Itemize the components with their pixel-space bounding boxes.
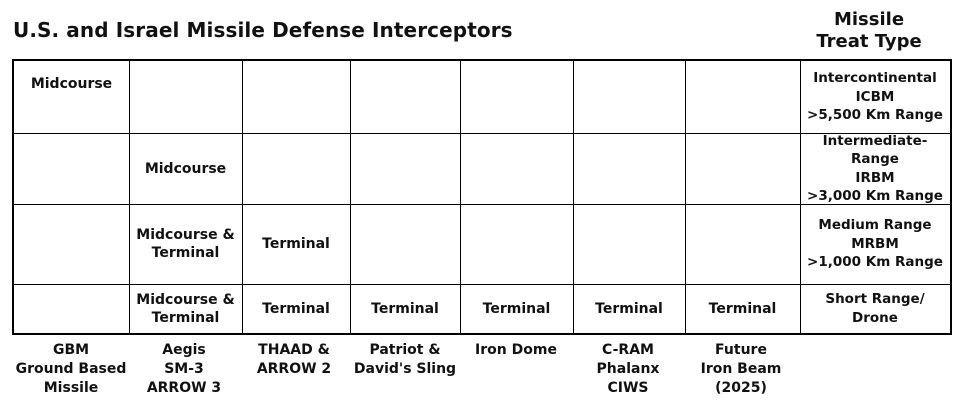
system-label: [345, 341, 465, 379]
threat-type-cell: [800, 284, 950, 333]
threat-type-line: >1,000 Km Range: [807, 254, 943, 271]
phase-cell-line: Terminal: [371, 300, 439, 317]
phase-cell-line: Terminal: [595, 300, 663, 317]
phase-cell-line: Terminal: [151, 245, 220, 261]
threat-header-line: Treat Type: [816, 31, 922, 52]
phase-cell: [350, 284, 460, 333]
system-label-line: Future: [715, 342, 767, 358]
threat-type-line: Medium Range: [818, 217, 932, 234]
threat-type-header: [800, 9, 938, 53]
system-label-line: David's Sling: [353, 361, 457, 377]
system-label-line: C-RAM: [602, 342, 654, 358]
system-label-line: CIWS: [607, 380, 649, 396]
threat-type-line: ICBM: [855, 88, 895, 105]
phase-cell-line: Midcourse: [144, 160, 227, 177]
threat-type-line: >5,500 Km Range: [807, 107, 943, 124]
system-label-line: Ground Based: [15, 361, 127, 377]
threat-type-cell: [800, 204, 950, 284]
phase-cell-line: Midcourse &: [136, 291, 235, 308]
phase-cell-line: Terminal: [262, 300, 330, 317]
phase-cell: [129, 133, 242, 204]
phase-cell-line: Midcourse: [30, 76, 113, 92]
system-label: [456, 341, 576, 360]
system-label-line: GBM: [52, 342, 90, 358]
system-label: [234, 341, 354, 379]
phase-cell: [685, 284, 800, 333]
interceptor-matrix: [12, 59, 952, 335]
phase-cell: [460, 284, 573, 333]
system-label-line: Aegis: [162, 342, 206, 358]
threat-type-line: MRBM: [851, 235, 899, 252]
system-label-line: ARROW 3: [146, 380, 222, 396]
threat-type-cell: [800, 133, 950, 204]
threat-type-line: Short Range/: [825, 291, 925, 307]
phase-cell-line: Terminal: [262, 236, 330, 252]
phase-cell: [14, 61, 129, 133]
threat-type-cell: [800, 61, 950, 133]
threat-header-line: Missile: [833, 9, 905, 30]
phase-cell-line: Terminal: [151, 309, 220, 326]
phase-cell: [573, 284, 685, 333]
system-label: [124, 341, 244, 398]
system-label-line: (2025): [715, 380, 767, 396]
system-label-line: Iron Beam: [700, 361, 782, 377]
system-label-line: Iron Dome: [475, 342, 557, 358]
system-label-line: Missile: [43, 380, 99, 396]
system-label-line: Patriot &: [369, 342, 441, 358]
phase-cell: [129, 204, 242, 284]
phase-cell-line: Terminal: [708, 300, 777, 317]
threat-type-line: Intermediate-Range: [822, 132, 928, 167]
phase-cell: [242, 284, 350, 333]
system-label-line: SM-3: [164, 361, 204, 377]
threat-type-line: IRBM: [855, 169, 895, 186]
threat-type-line: >3,000 Km Range: [807, 188, 943, 204]
page-title: U.S. and Israel Missile Defense Interceptors: [13, 18, 513, 42]
system-label: [681, 341, 801, 398]
system-label-line: ARROW 2: [256, 361, 332, 377]
system-label: [11, 341, 131, 398]
system-label: [568, 341, 688, 398]
phase-cell: [242, 204, 350, 284]
threat-type-line: Intercontinental: [813, 70, 937, 87]
system-label-line: THAAD &: [258, 342, 330, 358]
system-label-line: Phalanx: [596, 361, 660, 377]
threat-type-line: Drone: [852, 309, 898, 326]
phase-cell-line: Terminal: [482, 300, 551, 317]
phase-cell-line: Midcourse &: [136, 227, 235, 243]
phase-cell: [129, 284, 242, 333]
